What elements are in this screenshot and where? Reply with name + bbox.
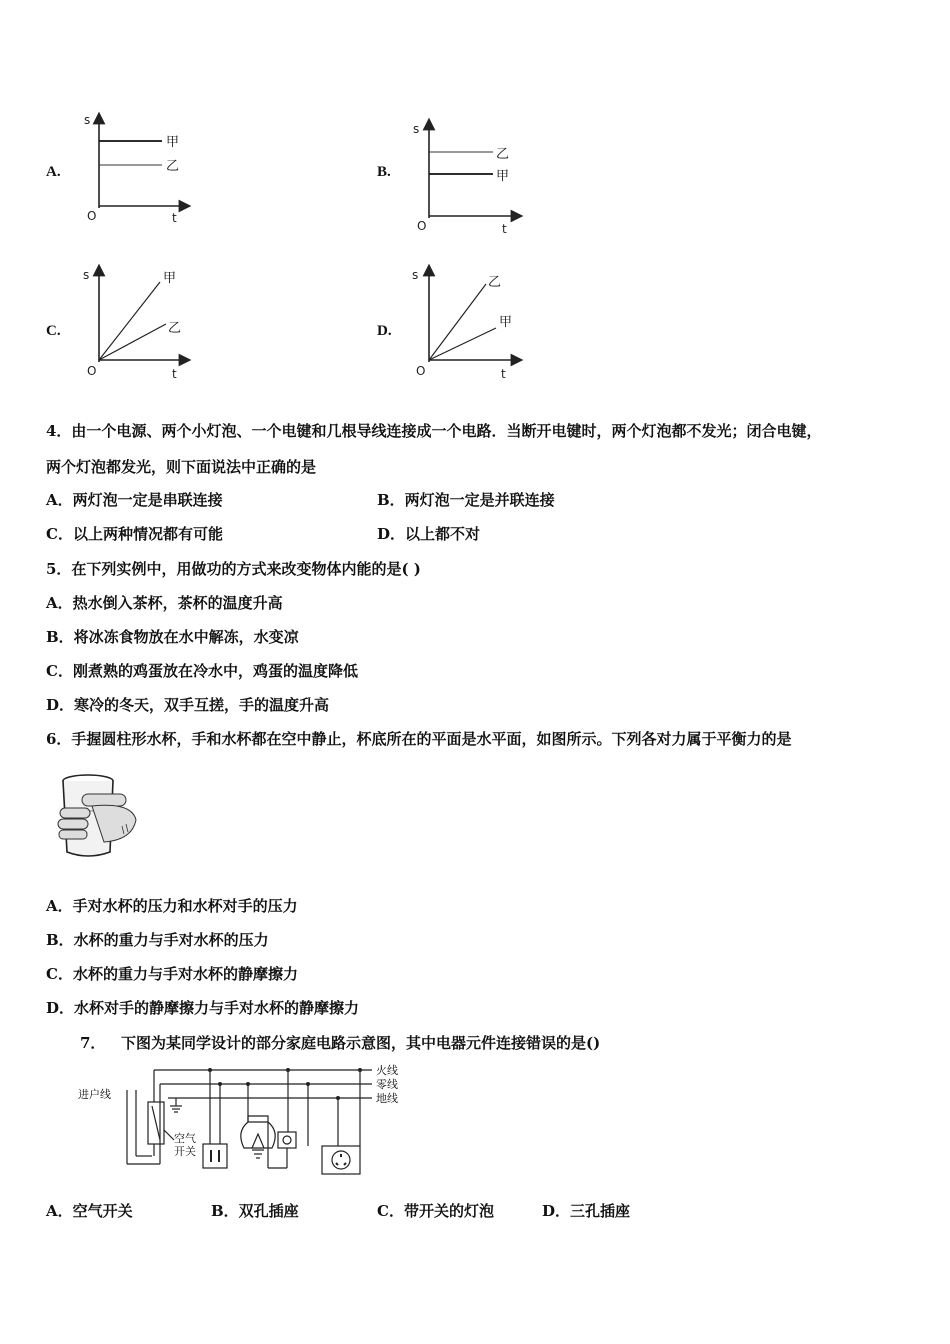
x-label: t <box>172 367 177 381</box>
x-label: t <box>502 222 507 236</box>
q6-option-a[interactable]: A．手对水杯的压力和水杯对手的压力 <box>46 897 298 915</box>
q4-option-d[interactable]: D．以上都不对 <box>377 525 481 543</box>
q6-option-b[interactable]: B．水杯的重力与手对水杯的压力 <box>46 931 269 949</box>
option-c-label: C. <box>46 323 61 339</box>
household-circuit-diagram <box>72 1060 417 1178</box>
line-steep <box>99 282 160 360</box>
q4-option-a[interactable]: A．两灯泡一定是串联连接 <box>46 491 223 509</box>
x-label: t <box>501 367 506 381</box>
series-label-lower: 甲 <box>496 169 510 184</box>
series-label-steep: 甲 <box>163 271 177 286</box>
line-shallow <box>429 328 496 360</box>
q4-stem-line1: 4．由一个电源、两个小灯泡、一个电键和几根导线连接成一个电路．当断开电键时，两个灯泡都不发光；闭合电键， <box>46 422 822 440</box>
q5-option-b[interactable]: B．将冰冻食物放在水中解冻，水变凉 <box>46 628 299 646</box>
series-label-steep: 乙 <box>488 275 502 290</box>
q7-option-b[interactable]: B．双孔插座 <box>211 1202 299 1220</box>
q6-stem: 6．手握圆柱形水杯，手和水杯都在空中静止，杯底所在的平面是水平面，如图所示。下列各对力属于平衡力的是 <box>46 730 792 748</box>
line-shallow <box>99 324 166 360</box>
q4-option-b[interactable]: B．两灯泡一定是并联连接 <box>377 491 555 509</box>
q5-option-c[interactable]: C．刚煮熟的鸡蛋放在冷水中，鸡蛋的温度降低 <box>46 662 358 680</box>
series-label-shallow: 乙 <box>168 321 182 336</box>
graph-b <box>410 114 530 238</box>
origin-label: O <box>417 219 427 233</box>
q6-option-c[interactable]: C．水杯的重力与手对水杯的静摩擦力 <box>46 965 298 983</box>
breaker-label-1: 空气 <box>174 1132 196 1145</box>
q7-number: 7． <box>80 1034 106 1052</box>
q7-option-d[interactable]: D．三孔插座 <box>542 1202 631 1220</box>
origin-label: O <box>87 364 97 378</box>
series-label-shallow: 甲 <box>499 315 513 330</box>
q7-stem: 下图为某同学设计的部分家庭电路示意图，其中电器元件连接错误的是() <box>121 1034 601 1052</box>
series-label-lower: 乙 <box>166 159 180 174</box>
y-label: s <box>412 268 419 282</box>
x-label: t <box>172 211 177 225</box>
y-label: s <box>84 113 91 127</box>
neutral-wire-label: 零线 <box>376 1078 398 1091</box>
service-entry-label: 进户线 <box>78 1088 111 1101</box>
q4-stem-line2: 两个灯泡都发光，则下面说法中正确的是 <box>46 458 317 476</box>
graph-a <box>80 108 200 228</box>
q5-option-d[interactable]: D．寒冷的冬天，双手互搓，手的温度升高 <box>46 696 330 714</box>
q4-option-c[interactable]: C．以上两种情况都有可能 <box>46 525 223 543</box>
graph-d <box>410 262 530 384</box>
q7-option-c[interactable]: C．带开关的灯泡 <box>377 1202 494 1220</box>
y-label: s <box>83 268 90 282</box>
live-wire-label: 火线 <box>376 1064 398 1077</box>
origin-label: O <box>87 209 97 223</box>
series-label-upper: 甲 <box>166 135 180 150</box>
option-d-label: D. <box>377 323 392 339</box>
cup-in-hand-figure <box>52 768 142 864</box>
series-label-upper: 乙 <box>496 147 510 162</box>
line-steep <box>429 284 486 360</box>
ground-wire-label: 地线 <box>376 1092 398 1105</box>
q5-option-a[interactable]: A．热水倒入茶杯，茶杯的温度升高 <box>46 594 283 612</box>
q6-option-d[interactable]: D．水杯对手的静摩擦力与手对水杯的静摩擦力 <box>46 999 360 1017</box>
q5-stem: 5．在下列实例中，用做功的方式来改变物体内能的是( ) <box>46 560 421 578</box>
graph-c <box>80 262 200 384</box>
y-label: s <box>413 122 420 136</box>
breaker-label-2: 开关 <box>174 1145 196 1158</box>
q7-option-a[interactable]: A．空气开关 <box>46 1202 133 1220</box>
option-b-label: B. <box>377 164 391 180</box>
origin-label: O <box>416 364 426 378</box>
option-a-label: A. <box>46 164 61 180</box>
